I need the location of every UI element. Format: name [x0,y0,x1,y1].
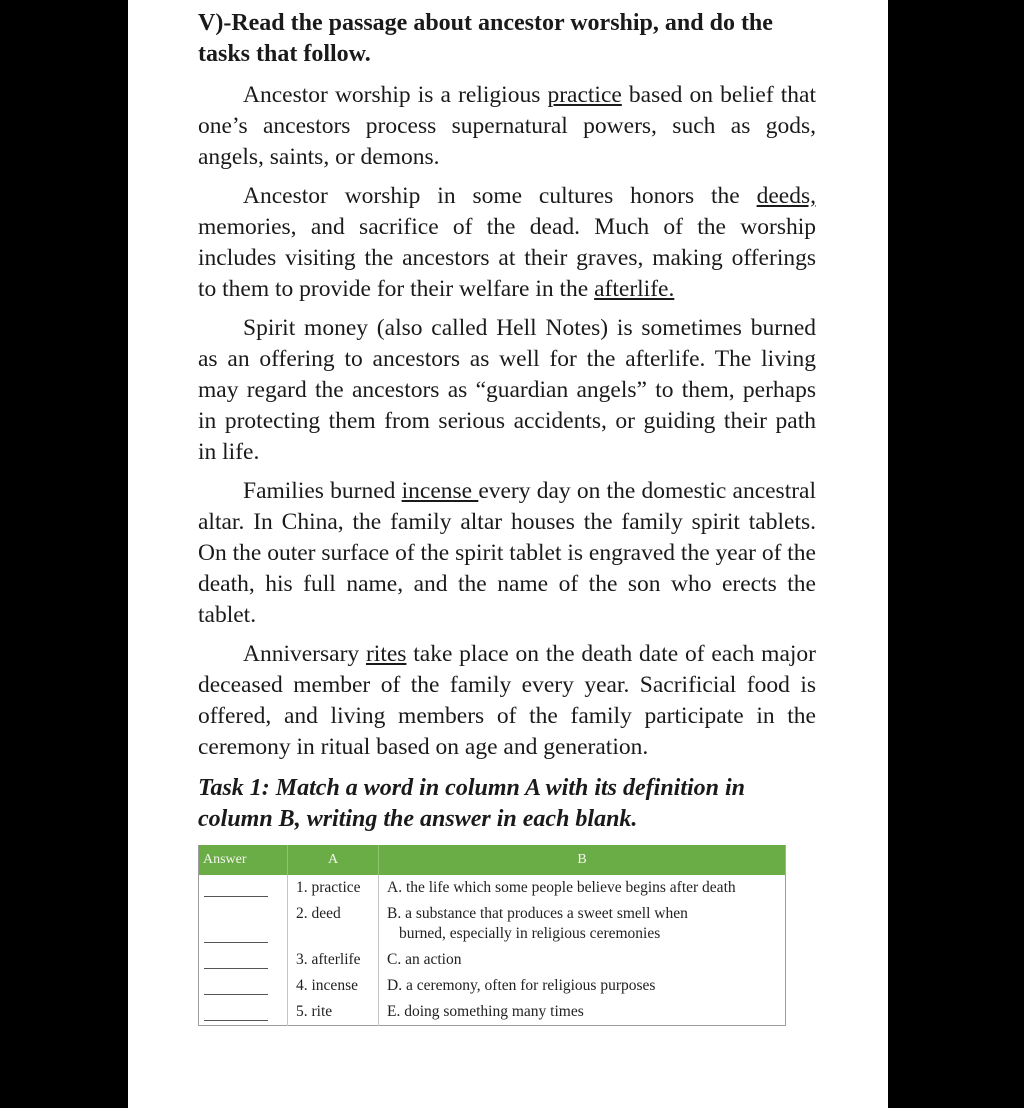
column-b-definition: E. doing something many times [379,999,786,1026]
paragraph-1 [198,80,816,173]
table-row [199,947,786,973]
paragraph-2 [198,181,816,305]
answer-blank[interactable] [199,973,288,999]
definition-continuation: burned, especially in religious ceremonies [399,925,661,942]
vocab-word-practice: practice [547,82,622,108]
column-b-definition: D. a ceremony, often for religious purposes [379,973,786,999]
paragraph-text: Ancestor worship is a religious [243,82,548,108]
table-row [199,973,786,999]
table-row [199,999,786,1026]
blank-line [204,942,268,943]
column-b-definition [379,901,786,947]
paragraph-text: Ancestor worship in some cultures honors the [243,183,757,209]
answer-blank[interactable] [199,875,288,901]
column-a-word: 3. afterlife [288,947,379,973]
matching-table [198,845,786,1026]
task-instruction: Task 1: Match a word in column A with its definition in column B, writing the answer in each blank. [198,775,746,832]
answer-blank[interactable] [199,901,288,947]
paragraph-text: Spirit money (also called Hell Notes) is sometimes burned as an offering to ancestors as well for the afterlife. The living may regard the ancestors as “guardian angels” to them, perhaps in protecting them from serious accidents, or guiding their path in life. [198,315,816,465]
document-page [128,0,888,1108]
vocab-word-rites: rites [365,641,407,667]
table-header-row [199,845,786,875]
column-a-word: 2. deed [288,901,379,947]
paragraph-4 [198,476,816,631]
paragraph-text: memories, and sacrifice of the dead. Much of the worship includes visiting the ancestors at their graves, making offerings to them to provide for their welfare in the [198,214,816,302]
column-b-definition: C. an action [379,947,786,973]
column-a-word: 4. incense [288,973,379,999]
table-row [199,875,786,901]
column-a-word: 1. practice [288,875,379,901]
section-heading: V)-Read the passage about ancestor worship, and do the tasks that follow. [198,10,773,67]
header-column-a: A [288,845,379,875]
paragraph-text: every day on the domestic ancestral altar. In China, the family altar houses the family spirit tablets. On the outer surface of the spirit tablet is engraved the year of the death, his full name, and the name of the son who erects the tablet. [198,478,817,628]
paragraph-text: take place on the death date of each major deceased member of the family every year. Sacrificial food is offered, and living members of the family participate in the ceremony in ritual based on age and generation. [198,641,816,760]
paragraph-3 [198,313,816,468]
answer-blank[interactable] [199,999,288,1026]
vocab-word-incense: incense [401,478,479,504]
definition-line: B. a substance that produces a sweet smell when [387,905,688,922]
blank-line [204,968,268,969]
paragraph-text: Anniversary [243,641,366,667]
document-content [198,8,816,1026]
column-a-word: 5. rite [288,999,379,1026]
table-row [199,901,786,947]
header-answer: Answer [199,845,288,875]
paragraph-text: based on belief that one’s ancestors process supernatural powers, such as gods, angels, saints, or demons. [198,82,816,170]
blank-line [204,1020,268,1021]
blank-line [204,896,268,897]
vocab-word-deeds: deeds, [756,183,816,209]
paragraph-text: Families burned [243,478,402,504]
column-b-definition: A. the life which some people believe begins after death [379,875,786,901]
blank-line [204,994,268,995]
header-column-b: B [379,845,786,875]
paragraph-5 [198,639,816,763]
vocab-word-afterlife: afterlife. [594,276,675,302]
answer-blank[interactable] [199,947,288,973]
